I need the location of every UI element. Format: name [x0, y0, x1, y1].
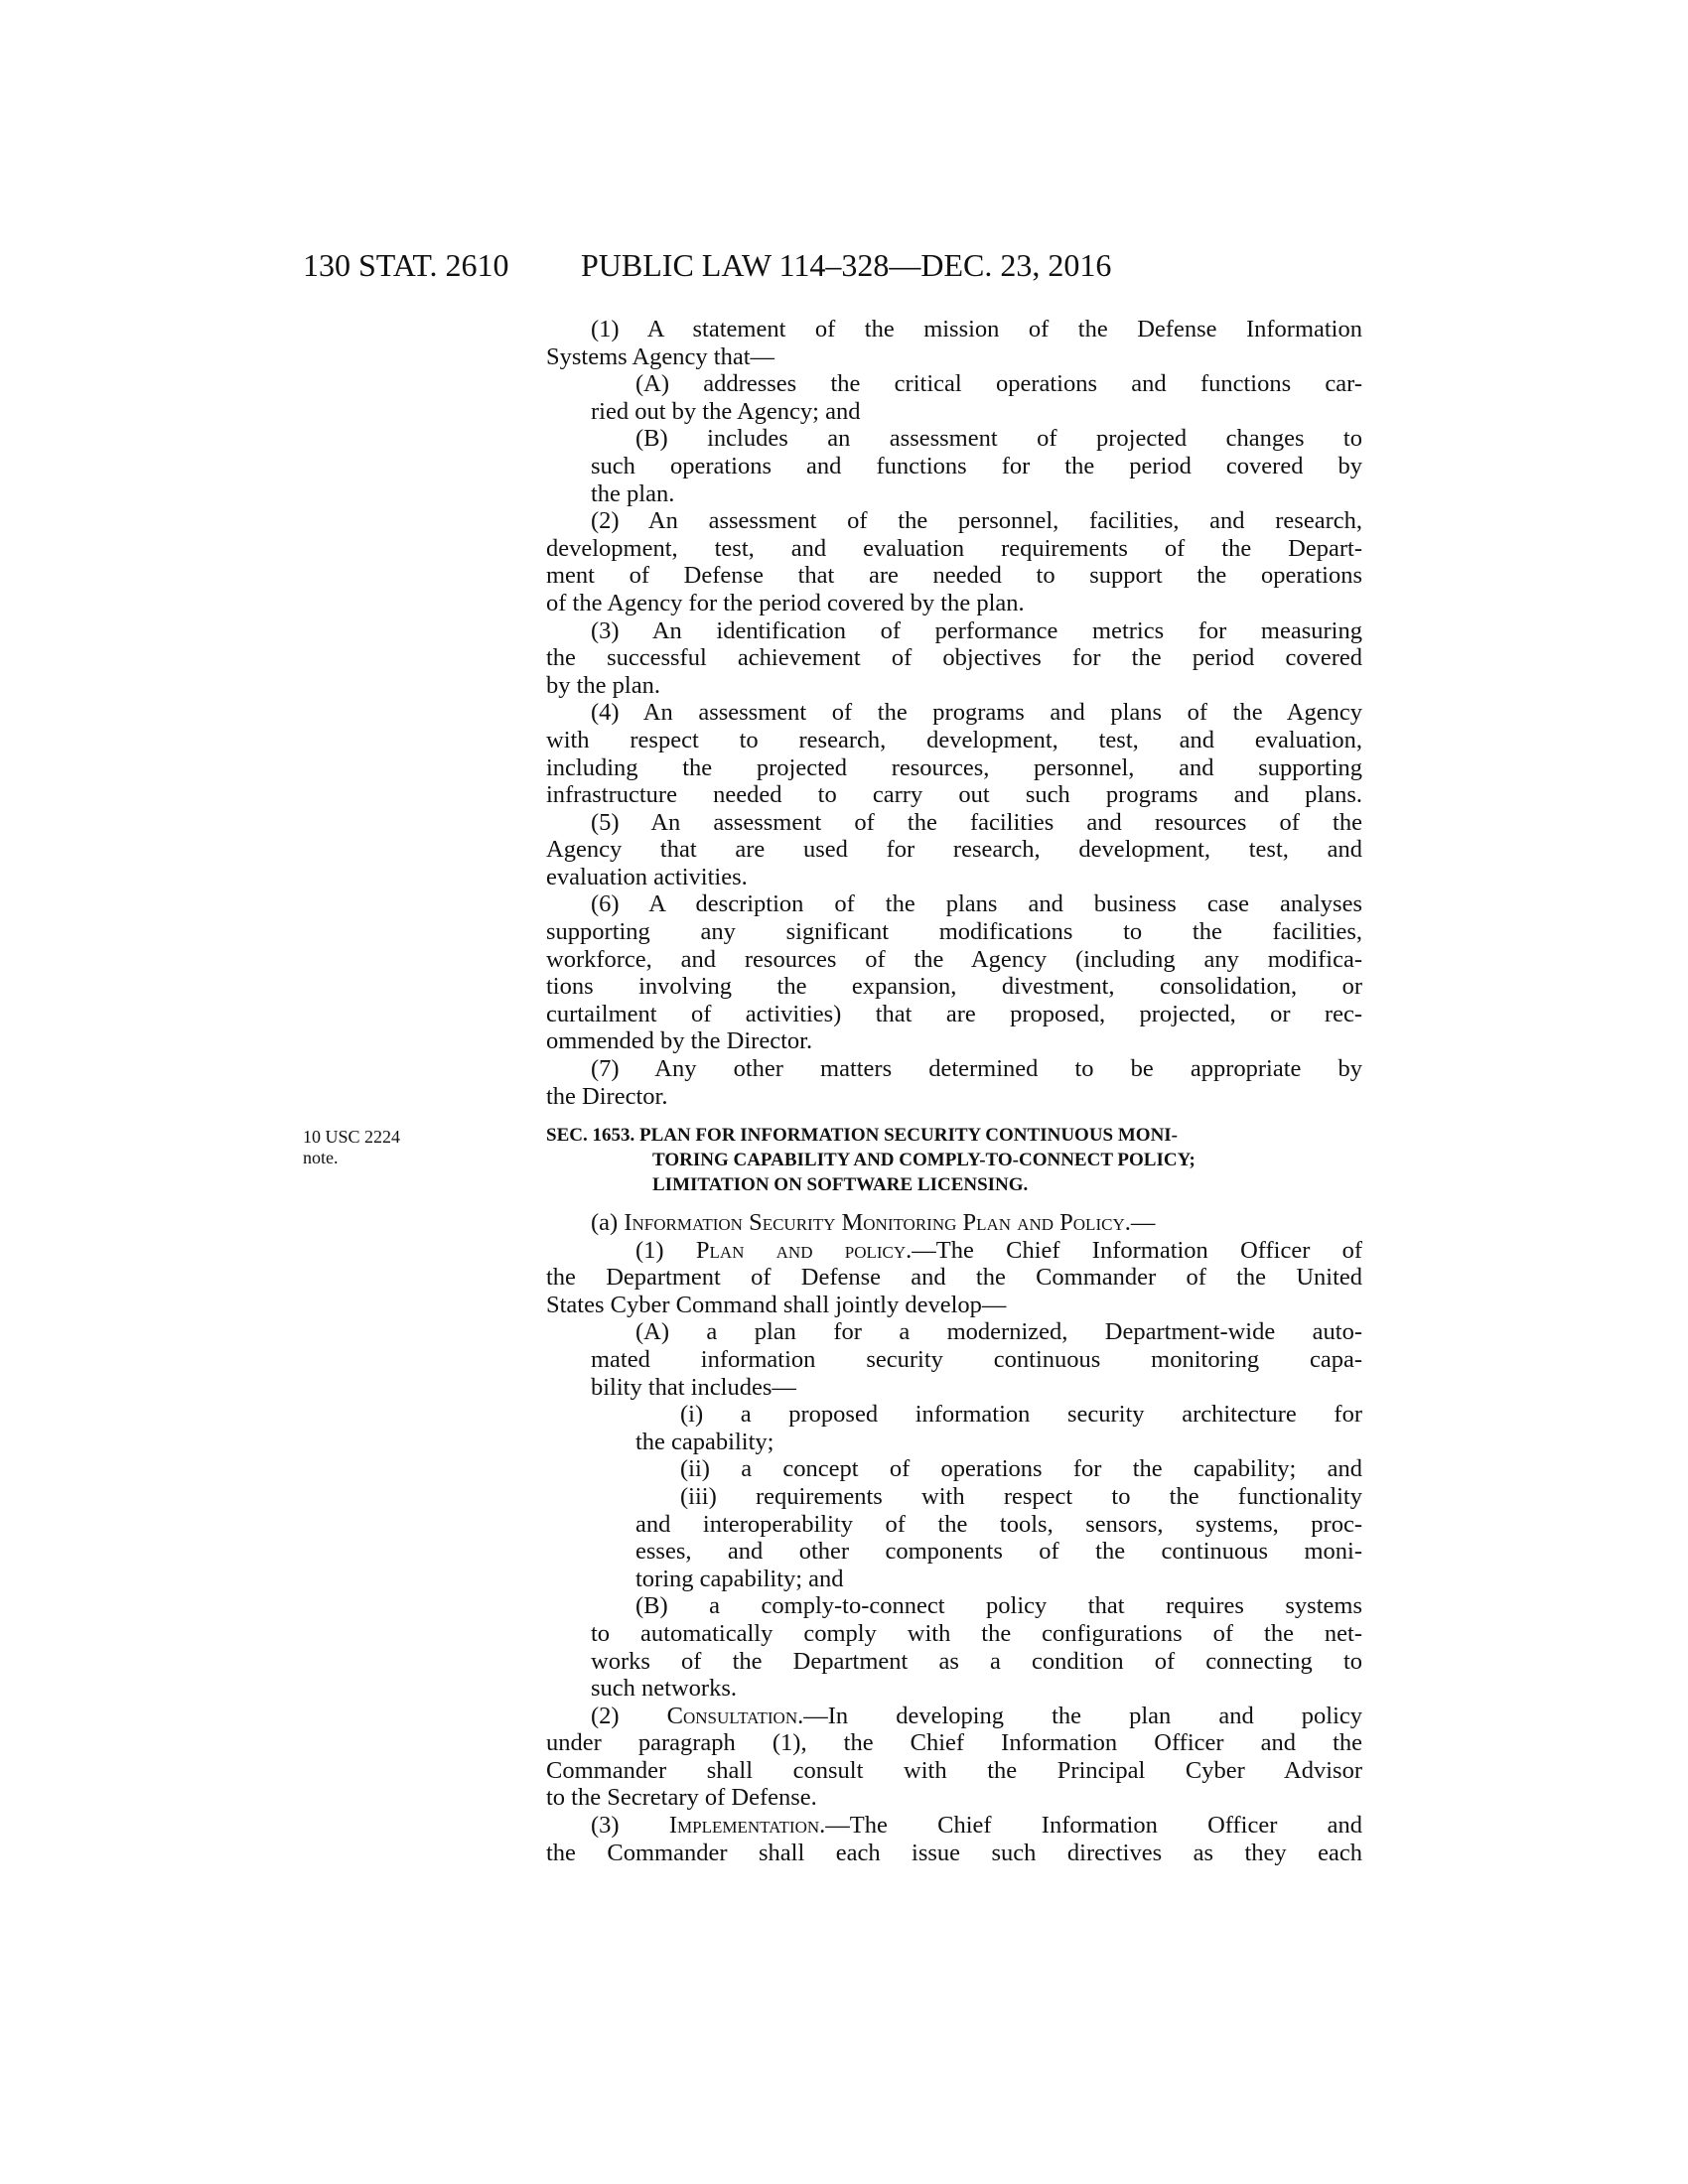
- text-line: (A) addresses the critical operations and functions car-: [635, 370, 1362, 398]
- text-line: and interoperability of the tools, sensors, systems, proc-: [635, 1510, 1362, 1538]
- subsection-a-title: Information Security Monitoring Plan and Policy.: [624, 1209, 1131, 1236]
- text-line: States Cyber Command shall jointly develop—: [546, 1291, 1007, 1318]
- text-line: ommended by the Director.: [546, 1027, 813, 1055]
- text-line: (i) a proposed information security architecture for: [680, 1401, 1362, 1429]
- text-line: (B) a comply-to-connect policy that requires systems: [635, 1592, 1362, 1620]
- text-line: (B) includes an assessment of projected changes to: [635, 425, 1362, 453]
- text-line: curtailment of activities) that are proposed, projected, or rec-: [546, 1000, 1362, 1027]
- text-line: esses, and other components of the continuous moni-: [635, 1538, 1362, 1566]
- statute-page-number: 130 STAT. 2610: [303, 247, 509, 283]
- paragraph-1-intro: —The Chief Information Officer of: [912, 1236, 1363, 1264]
- text-line: Agency that are used for research, development, test, and: [546, 836, 1362, 864]
- text-line: mated information security continuous monitoring capa-: [591, 1345, 1362, 1373]
- margin-citation-line2: note.: [303, 1148, 339, 1167]
- text-line: Systems Agency that—: [546, 342, 775, 370]
- text-line: (iii) requirements with respect to the functionality: [680, 1482, 1362, 1510]
- text-line: such operations and functions for the period covered by: [591, 452, 1362, 479]
- subsection-a-heading: [546, 1209, 1362, 1237]
- text-line: the Department of Defense and the Commander of the United: [546, 1264, 1362, 1292]
- paragraph-2-label: (2): [591, 1702, 620, 1729]
- paragraph-3-heading: [546, 1812, 1362, 1840]
- text-line: toring capability; and: [635, 1565, 844, 1592]
- text-line: (1) A statement of the mission of the Defense Information: [591, 316, 1362, 342]
- text-line: (7) Any other matters determined to be appropriate by: [591, 1055, 1362, 1083]
- paragraph-2-body: [546, 1729, 1362, 1812]
- text-line: the Commander shall each issue such directives as they each: [546, 1839, 1362, 1866]
- public-law-header: PUBLIC LAW 114–328—DEC. 23, 2016: [581, 247, 1112, 283]
- paragraph-1-body: [546, 1264, 1362, 1703]
- text-line: to the Secretary of Defense.: [546, 1784, 817, 1812]
- text-line: including the projected resources, personnel, and supporting: [546, 753, 1362, 781]
- paragraph-3-title: Implementation.: [668, 1812, 826, 1840]
- section-heading: [546, 1123, 1376, 1197]
- paragraph-2-heading: [546, 1703, 1362, 1730]
- text-line: development, test, and evaluation requirements of the Depart-: [546, 534, 1362, 562]
- text-line: infrastructure needed to carry out such programs and plans.: [546, 781, 1362, 809]
- paragraph-2-intro: —In developing the plan and policy: [803, 1702, 1363, 1729]
- paragraph-1-label: (1): [635, 1236, 664, 1264]
- text-line: supporting any significant modifications to the facilities,: [546, 918, 1362, 946]
- text-line: (3) An identification of performance metrics for measuring: [591, 616, 1362, 644]
- text-line: (2) An assessment of the personnel, facilities, and research,: [591, 507, 1362, 535]
- text-line: (6) A description of the plans and business case analyses: [591, 890, 1362, 918]
- paragraph-2-title: Consultation.: [666, 1702, 804, 1729]
- text-line: Commander shall consult with the Principal Cyber Advisor: [546, 1756, 1362, 1784]
- paragraph-1-title: Plan and policy.: [695, 1236, 913, 1264]
- text-line: to automatically comply with the configurations of the net-: [591, 1619, 1362, 1647]
- text-line: under paragraph (1), the Chief Information Officer and the: [546, 1729, 1362, 1757]
- section-heading-line1: SEC. 1653. PLAN FOR INFORMATION SECURITY CONTINUOUS MONI-: [546, 1125, 1179, 1146]
- paragraph-3-label: (3): [591, 1812, 620, 1840]
- text-line: (ii) a concept of operations for the capability; and: [680, 1455, 1362, 1483]
- subsection-a-label: (a): [591, 1209, 619, 1236]
- paragraphs-1-to-7: [546, 316, 1362, 1110]
- paragraph-3-intro: —The Chief Information Officer and: [825, 1812, 1363, 1840]
- margin-citation-note: [303, 1127, 452, 1168]
- text-line: of the Agency for the period covered by the plan.: [546, 589, 1025, 616]
- text-line: tions involving the expansion, divestment, consolidation, or: [546, 973, 1362, 1001]
- text-line: (5) An assessment of the facilities and resources of the: [591, 808, 1362, 836]
- section-heading-line3: LIMITATION ON SOFTWARE LICENSING.: [652, 1174, 1029, 1195]
- section-heading-line2: TORING CAPABILITY AND COMPLY-TO-CONNECT POLICY;: [652, 1150, 1196, 1170]
- paragraph-1-heading: [546, 1237, 1362, 1265]
- text-line: (A) a plan for a modernized, Department-wide auto-: [635, 1318, 1362, 1346]
- text-line: with respect to research, development, test, and evaluation,: [546, 726, 1362, 753]
- text-line: the plan.: [591, 479, 675, 507]
- text-line: workforce, and resources of the Agency (including any modifica-: [546, 945, 1362, 973]
- text-line: such networks.: [591, 1675, 737, 1703]
- text-line: by the plan.: [546, 671, 660, 699]
- text-line: bility that includes—: [591, 1373, 796, 1401]
- subsection-a-dash: —: [1130, 1209, 1156, 1236]
- text-line: ried out by the Agency; and: [591, 397, 861, 425]
- text-line: (4) An assessment of the programs and plans of the Agency: [591, 699, 1362, 727]
- text-line: the capability;: [635, 1428, 774, 1455]
- text-line: works of the Department as a condition of connecting to: [591, 1647, 1362, 1675]
- text-line: the successful achievement of objectives for the period covered: [546, 644, 1362, 672]
- margin-citation-line1: 10 USC 2224: [303, 1127, 401, 1147]
- text-line: the Director.: [546, 1082, 668, 1110]
- text-line: ment of Defense that are needed to support the operations: [546, 562, 1362, 590]
- text-line: evaluation activities.: [546, 863, 748, 890]
- subsection-a: [546, 1209, 1362, 1866]
- paragraph-3-body: [546, 1840, 1362, 1867]
